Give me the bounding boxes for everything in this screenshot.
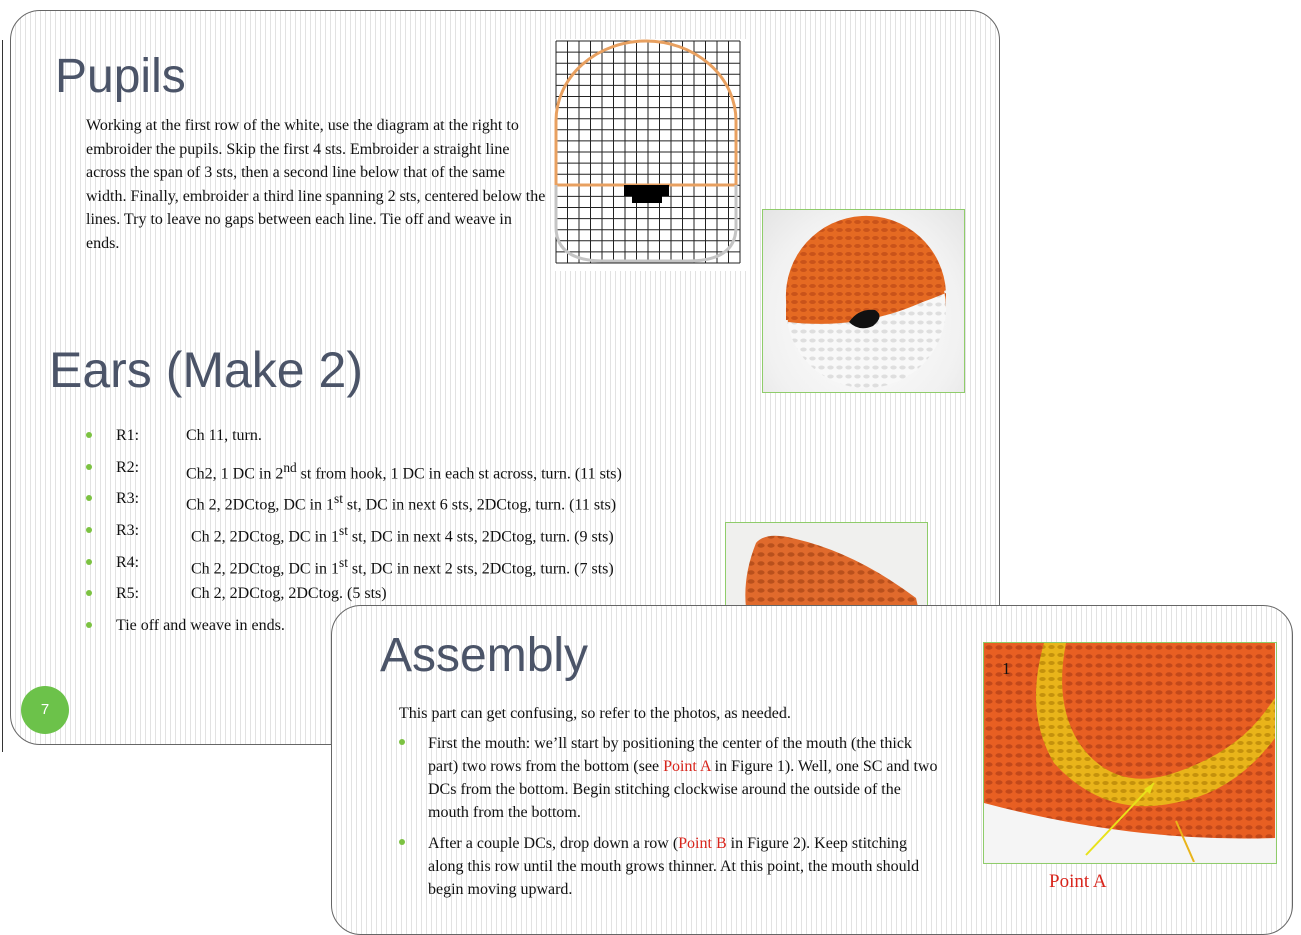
pupils-title: Pupils [55,50,186,103]
bullet-icon [86,622,92,628]
bullet-icon [86,559,92,565]
crochet-eye-photo [762,209,965,393]
row-label: R3: [116,490,140,508]
ears-title: Ears (Make 2) [49,342,363,398]
row-label: R4: [116,553,140,571]
point-a-reference: Point A [663,758,711,775]
list-item [86,552,726,584]
row-text: Ch2, 1 DC in 2nd st from hook, 1 DC in each st across, turn. (11 sts) [186,459,622,483]
row-text: Ch 2, 2DCtog, DC in 1st st, DC in next 6 sts, 2DCtog, turn. (11 sts) [186,491,617,514]
figure-number: 1 [1002,659,1011,678]
tie-off-text: Tie off and weave in ends. [116,617,285,635]
row-label: R3: [116,522,140,540]
row-label: R1: [116,427,140,444]
assembly-intro: This part can get confusing, so refer to the photos, as needed. [399,705,791,722]
bullet-icon [399,739,405,745]
row-text: Ch 2, 2DCtog, 2DCtog. (5 sts) [191,585,387,603]
pupil-diagram [554,39,748,271]
bullet-icon [86,432,92,438]
pupil-grid-svg [554,39,748,271]
bullet-icon [86,527,92,533]
list-item: First the mouth: we’ll start by positioning the center of the mouth (the thick part) two rows from the bottom (see Point A in Figure 1). Well, one SC and two DCs from the bottom. Begin stitching clockwise around the outside of the mouth from the bottom. [399,732,939,824]
assembly-title: Assembly [380,629,589,682]
bullet-icon [86,590,92,596]
list-item [86,520,726,552]
list-item [86,488,726,520]
row-label: R5: [116,585,140,603]
row-text: Ch 11, turn. [186,427,262,444]
bullet-icon [86,464,92,470]
pupils-instructions: Working at the first row of the white, use the diagram at the right to embroider the pupils. Skip the first 4 sts. Embroider a straight line across the span of 3 sts, then a second line below that of the same width. Finally, embroider a third line spanning 2 sts, centered below the lines. Try to leave no gaps between each line. Tie off and weave in ends. [86,117,546,252]
figure-1-hat-photo [983,642,1277,864]
assembly-steps-list [399,732,939,909]
point-b-reference: Point B [678,835,727,852]
row-text: Ch 2, 2DCtog, DC in 1st st, DC in next 2 sts, 2DCtog, turn. (7 sts) [191,554,614,578]
bullet-icon [86,495,92,501]
row-text: Ch 2, 2DCtog, DC in 1st st, DC in next 4 sts, 2DCtog, turn. (9 sts) [191,523,614,546]
page-number-badge: 7 [21,686,69,734]
slide-assembly [331,605,1293,935]
pupil-line-2 [632,196,662,203]
page-edge-line [2,40,3,752]
row-label: R2: [116,458,140,476]
list-item: After a couple DCs, drop down a row (Point B in Figure 2). Keep stitching along this row until the mouth grows thinner. At this point, the mouth should begin moving upward. [399,832,939,901]
list-item [86,425,726,457]
pupil-line-1 [624,185,669,196]
bullet-icon [399,839,405,845]
list-item [86,457,726,489]
figure-caption-point-a: Point A [1049,871,1107,892]
